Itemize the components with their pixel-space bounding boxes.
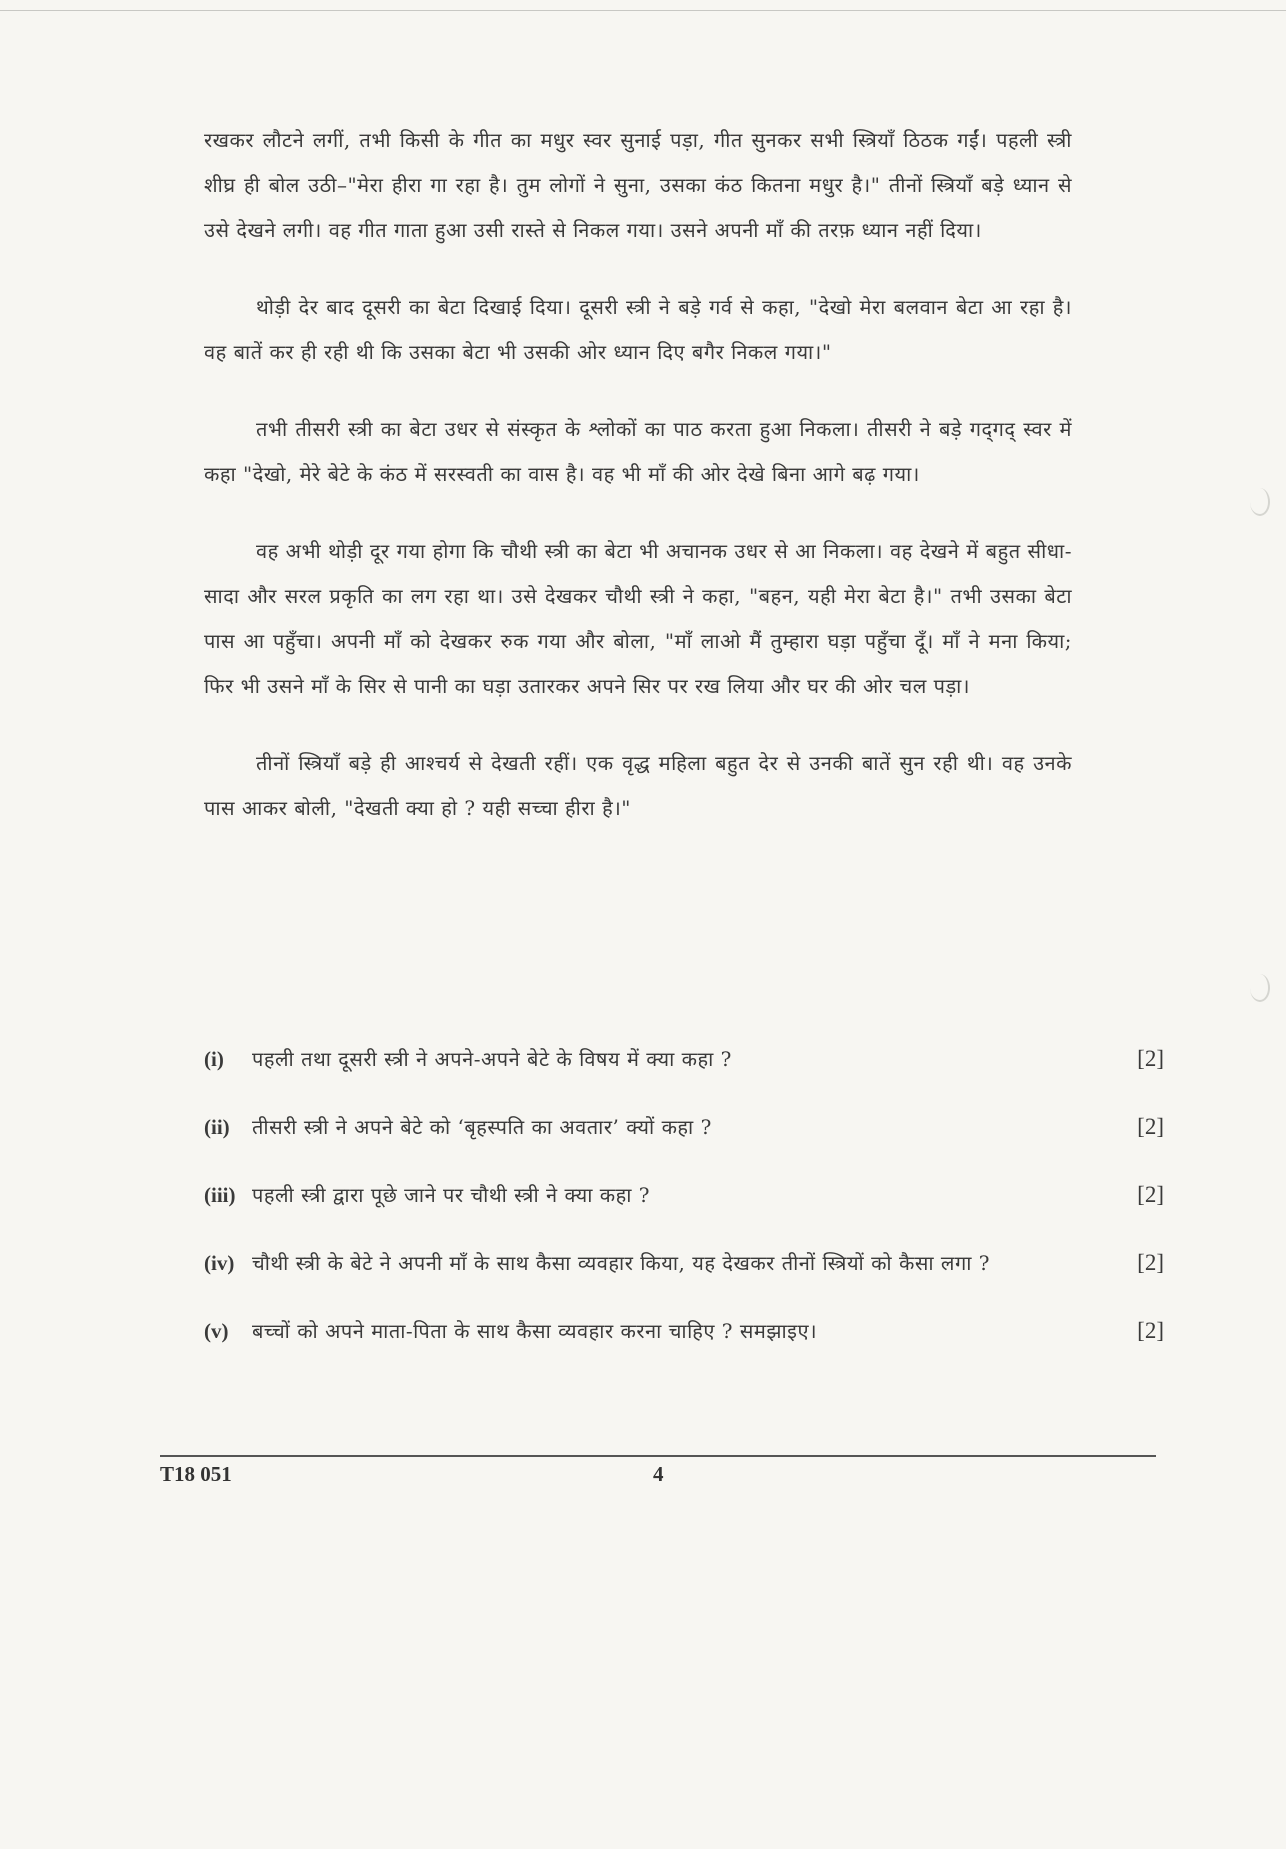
footer-divider [160, 1455, 1156, 1457]
question-item [204, 1174, 1164, 1216]
passage-paragraph-2: थोड़ी देर बाद दूसरी का बेटा दिखाई दिया। दूसरी स्त्री ने बड़े गर्व से कहा, "देखो मेरा बलवान बेटा आ रहा है। वह बातें कर ही रही थी कि उसका बेटा भी उसकी ओर ध्यान दिए बगैर निकल गया।" [204, 295, 1072, 364]
question-text: पहली तथा दूसरी स्त्री ने अपने-अपने बेटे के विषय में क्या कहा ? [252, 1047, 732, 1071]
scan-mark [1250, 974, 1270, 1002]
question-text: चौथी स्त्री के बेटे ने अपनी माँ के साथ कैसा व्यवहार किया, यह देखकर तीनों स्त्रियों को कैसा लगा ? [252, 1251, 990, 1275]
top-edge-line [0, 10, 1286, 11]
passage-paragraph-3: तभी तीसरी स्त्री का बेटा उधर से संस्कृत के श्लोकों का पाठ करता हुआ निकला। तीसरी ने बड़े गद्‌गद् स्वर में कहा "देखो, मेरे बेटे के कंठ में सरस्वती का वास है। वह भी माँ की ओर देखे बिना आगे बढ़ गया। [204, 417, 1072, 486]
paper-code: T18 051 [160, 1462, 232, 1486]
question-number: (iii) [204, 1183, 236, 1207]
passage-paragraph-1: रखकर लौटने लगीं, तभी किसी के गीत का मधुर स्वर सुनाई पड़ा, गीत सुनकर सभी स्त्रियाँ ठिठक गईं। पहली स्त्री शीघ्र ही बोल उठी–"मेरा हीरा गा रहा है। तुम लोगों ने सुना, उसका कंठ कितना मधुर है।" तीनों स्त्रियाँ बड़े ध्यान से उसे देखने लगी। वह गीत गाता हुआ उसी रास्ते से निकल गया। उसने अपनी माँ की तरफ़ ध्यान नहीं दिया। [204, 128, 1072, 242]
page-number: 4 [653, 1462, 664, 1486]
passage-paragraph-5: तीनों स्त्रियाँ बड़े ही आश्चर्य से देखती रहीं। एक वृद्ध महिला बहुत देर से उनकी बातें सुन रही थी। वह उनके पास आकर बोली, "देखती क्या हो ? यही सच्चा हीरा है।" [204, 751, 1072, 820]
question-list [204, 1038, 1164, 1378]
scan-mark [1250, 488, 1270, 516]
question-text: बच्चों को अपने माता-पिता के साथ कैसा व्यवहार करना चाहिए ? समझाइए। [252, 1319, 818, 1343]
question-number: (ii) [204, 1115, 230, 1139]
question-number: (i) [204, 1047, 224, 1071]
question-item [204, 1106, 1164, 1148]
question-marks: [2] [1137, 1114, 1164, 1139]
question-marks: [2] [1137, 1250, 1164, 1275]
question-number: (v) [204, 1319, 229, 1343]
question-item [204, 1242, 1164, 1284]
passage-paragraph-4: वह अभी थोड़ी दूर गया होगा कि चौथी स्त्री का बेटा भी अचानक उधर से आ निकला। वह देखने में बहुत सीधा-सादा और सरल प्रकृति का लग रहा था। उसे देखकर चौथी स्त्री ने कहा, "बहन, यही मेरा बेटा है।" तभी उसका बेटा पास आ पहुँचा। अपनी माँ को देखकर रुक गया और बोला, "माँ लाओ मैं तुम्हारा घड़ा पहुँचा दूँ। माँ ने मना किया; फिर भी उसने माँ के सिर से पानी का घड़ा उतारकर अपने सिर पर रख लिया और घर की ओर चल पड़ा। [204, 539, 1072, 698]
question-marks: [2] [1137, 1182, 1164, 1207]
question-item [204, 1038, 1164, 1080]
question-marks: [2] [1137, 1318, 1164, 1343]
question-number: (iv) [204, 1251, 235, 1275]
passage [204, 118, 1072, 863]
question-marks: [2] [1137, 1046, 1164, 1071]
question-text: पहली स्त्री द्वारा पूछे जाने पर चौथी स्त्री ने क्या कहा ? [252, 1183, 651, 1207]
question-item [204, 1310, 1164, 1352]
question-text: तीसरी स्त्री ने अपने बेटे को ‘बृहस्पति का अवतार’ क्यों कहा ? [252, 1115, 712, 1139]
